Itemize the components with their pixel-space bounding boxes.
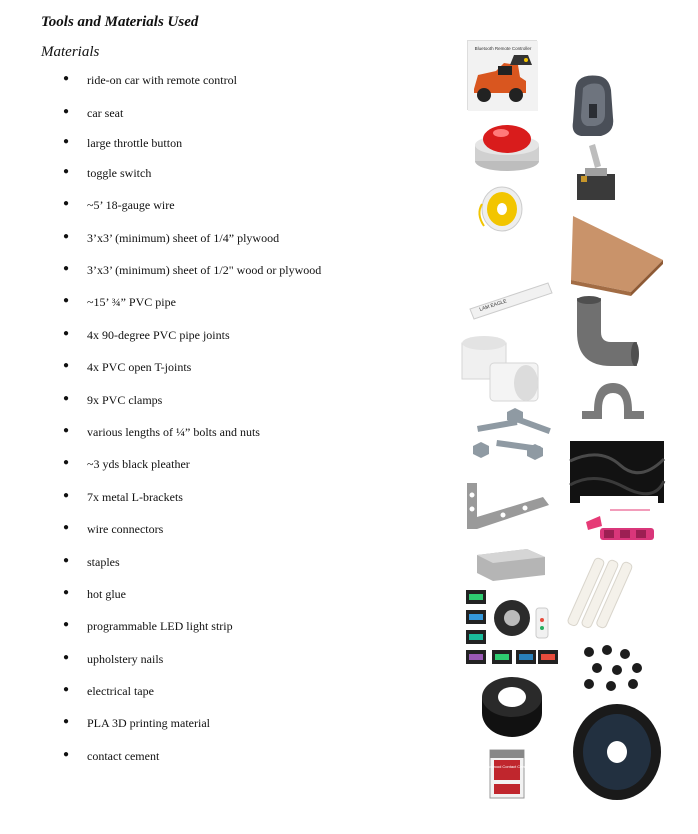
list-item: ● 4x PVC open T-joints xyxy=(63,360,192,374)
bullet-icon: ● xyxy=(63,652,70,663)
pipe-label: LAM EAGLE xyxy=(478,298,508,313)
list-item: ● ~5’ 18-gauge wire xyxy=(63,198,175,212)
section-heading: Materials xyxy=(41,44,100,60)
bullet-icon: ● xyxy=(63,106,70,117)
bullet-icon: ● xyxy=(63,263,70,274)
plywood-image xyxy=(567,210,664,296)
bullet-icon: ● xyxy=(63,587,70,598)
hot-glue-image xyxy=(582,555,646,635)
list-item: ● ~15’ ¾” PVC pipe xyxy=(63,295,176,309)
list-item: ● electrical tape xyxy=(63,684,154,698)
bullet-icon: ● xyxy=(63,457,70,468)
throttle-button-image xyxy=(471,117,543,177)
bullet-icon: ● xyxy=(63,490,70,501)
list-item: ● programmable LED light strip xyxy=(63,619,233,633)
pvc-t-joint-image xyxy=(460,323,542,407)
bullet-icon: ● xyxy=(63,522,70,533)
page-title: Tools and Materials Used xyxy=(41,14,199,30)
bolts-nuts-image xyxy=(467,406,561,466)
bullet-icon: ● xyxy=(63,198,70,209)
list-item: ● toggle switch xyxy=(63,166,152,180)
list-item: ● 9x PVC clamps xyxy=(63,393,163,407)
car-box-label: Bluetooth Remote Controller xyxy=(474,46,532,51)
bullet-icon: ● xyxy=(63,231,70,242)
pla-filament-image xyxy=(569,700,665,804)
upholstery-nails-image xyxy=(575,640,653,696)
contact-cement-image xyxy=(482,746,532,800)
list-item: ● 3’x3’ (minimum) sheet of 1/2" wood or plywood xyxy=(63,263,322,277)
list-item: ● 4x 90-degree PVC pipe joints xyxy=(63,328,230,342)
bullet-icon: ● xyxy=(63,136,70,147)
led-strip-image xyxy=(466,590,560,670)
list-item: ● contact cement xyxy=(63,749,160,763)
pvc-elbow-image xyxy=(571,296,641,368)
bullet-icon: ● xyxy=(63,619,70,630)
electrical-tape-image xyxy=(479,673,545,741)
l-bracket-image xyxy=(463,477,551,531)
ride-on-car-image xyxy=(467,40,537,110)
pvc-pipe-image xyxy=(468,277,552,321)
bullet-icon: ● xyxy=(63,295,70,306)
bullet-icon: ● xyxy=(63,328,70,339)
bullet-icon: ● xyxy=(63,425,70,436)
bullet-icon: ● xyxy=(63,360,70,371)
wire-spool-image xyxy=(478,184,526,234)
bullet-icon: ● xyxy=(63,684,70,695)
pleather-image xyxy=(570,441,664,503)
bullet-icon: ● xyxy=(63,393,70,404)
pvc-clamp-image xyxy=(580,377,646,421)
can-label: Weldwood Contact Cement xyxy=(482,764,532,769)
list-item: ● car seat xyxy=(63,106,124,120)
list-item: ● large throttle button xyxy=(63,136,183,150)
bullet-icon: ● xyxy=(63,73,70,84)
list-item: ● 7x metal L-brackets xyxy=(63,490,183,504)
toggle-switch-image xyxy=(565,144,627,204)
car-seat-image xyxy=(561,74,637,140)
wire-connectors-image xyxy=(580,496,658,552)
bullet-icon: ● xyxy=(63,166,70,177)
bullet-icon: ● xyxy=(63,716,70,727)
list-item: ● wire connectors xyxy=(63,522,164,536)
staples-image xyxy=(473,545,549,585)
list-item: ● 3’x3’ (minimum) sheet of 1/4” plywood xyxy=(63,231,280,245)
list-item: ● ~3 yds black pleather xyxy=(63,457,190,471)
list-item: ● ride-on car with remote control xyxy=(63,73,237,87)
list-item: ● various lengths of ¼” bolts and nuts xyxy=(63,425,260,439)
list-item: ● PLA 3D printing material xyxy=(63,716,210,730)
bullet-icon: ● xyxy=(63,749,70,760)
list-item: ● staples xyxy=(63,555,120,569)
list-item: ● hot glue xyxy=(63,587,126,601)
bullet-icon: ● xyxy=(63,555,70,566)
list-item: ● upholstery nails xyxy=(63,652,164,666)
